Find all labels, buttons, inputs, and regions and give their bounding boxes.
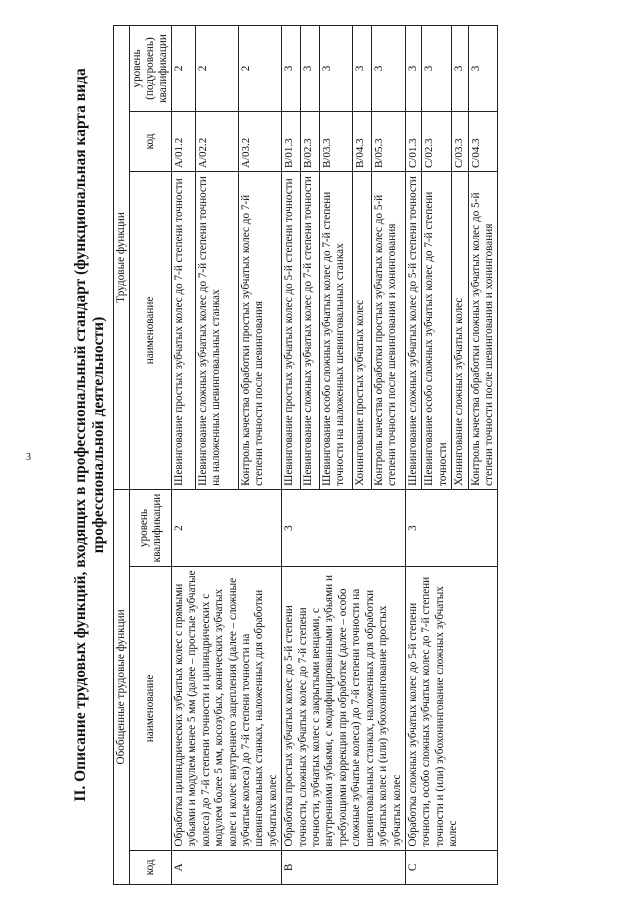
function-name: Контроль качества обработки простых зубчатых колес до 5-й степени точности после шевингования и хонингования — [371, 172, 405, 490]
function-code: C/04.3 — [468, 111, 498, 171]
section-title-line2: профессиональной деятельности) — [90, 316, 107, 554]
function-name: Шевингование простых зубчатых колес до 5-й степени точности — [282, 172, 301, 490]
header-code2: код — [130, 111, 172, 171]
function-name: Шевингование сложных зубчатых колес до 7-й степени точности — [300, 172, 319, 490]
function-code: B/01.3 — [282, 111, 301, 171]
group-level: 3 — [282, 489, 406, 566]
group-code: B — [282, 850, 406, 884]
header-name: наименование — [130, 567, 172, 850]
function-level: 3 — [371, 26, 405, 112]
header-code: код — [130, 850, 172, 884]
function-name: Контроль качества обработки сложных зубчатых колес до 5-й степени точности после шевингования и хонингования — [468, 172, 498, 490]
function-level: 3 — [452, 26, 468, 112]
function-code: A/02.2 — [195, 111, 238, 171]
function-code: C/03.3 — [452, 111, 468, 171]
table-row — [282, 26, 301, 885]
function-name: Хонингование сложных зубчатых колес — [452, 172, 468, 490]
function-level: 2 — [239, 26, 282, 112]
function-name: Шевингование сложных зубчатых колес до 7-й степени точности на наложенных шевинговальных станках — [195, 172, 238, 490]
function-code: C/02.3 — [422, 111, 452, 171]
table-subheader-row — [130, 26, 172, 885]
function-level: 3 — [300, 26, 319, 112]
group-level: 3 — [405, 489, 497, 566]
function-name: Шевингование особо сложных зубчатых колес до 7-й степени точности на наложенных шевинговальных станках — [319, 172, 353, 490]
function-level: 2 — [195, 26, 238, 112]
header-name2: наименование — [130, 172, 172, 490]
function-code: C/01.3 — [405, 111, 421, 171]
page-number: 3 — [26, 452, 31, 463]
function-code: B/04.3 — [353, 111, 372, 171]
group-level: 2 — [172, 489, 282, 566]
group-name: Обработка сложных зубчатых колес до 5-й степени точности, особо сложных зубчатых колес до 7-й степени точности и (или) зубохонингование сложных зубчатых колес — [405, 567, 497, 850]
header-generalized: Обобщенные трудовые функции — [114, 489, 130, 884]
function-level: 3 — [353, 26, 372, 112]
function-level: 3 — [468, 26, 498, 112]
group-name: Обработка простых зубчатых колес до 5-й степени точности, сложных зубчатых колес до 7-й степени точности, зубчатых колес с закрытыми венцами, с внутренними зубьями, с модифицированными зубьями и требующими коррекции при обработке (далее – особо сложные зубчатые колеса) до 7-й степени точности на шевинговальных станках, наложенных для обработки зубчатых колес и (или) зубохонингование простых зубчатых колес — [282, 567, 406, 850]
function-level: 3 — [405, 26, 421, 112]
group-name: Обработка цилиндрических зубчатых колес с прямыми зубьями и модулем менее 5 мм (далее – простые зубчатые колеса) до 7-й степени точности и цилиндрических с модулем более 5 мм, косозубых, конических зубчатых колес и колес внутреннего зацепления (далее – сложные зубчатые колеса) до 7-й степени точности на шевинговальных станках, наложенных для обработки зубчатых колес — [172, 567, 282, 850]
header-labor-functions: Трудовые функции — [114, 26, 130, 490]
group-code: C — [405, 850, 497, 884]
function-code: B/02.3 — [300, 111, 319, 171]
function-name: Шевингование особо сложных зубчатых колес до 7-й степени точности — [422, 172, 452, 490]
function-level: 3 — [422, 26, 452, 112]
function-code: B/03.3 — [319, 111, 353, 171]
function-name: Контроль качества обработки простых зубчатых колес до 7-й степени точности после шевингования — [239, 172, 282, 490]
function-name: Хонингование простых зубчатых колес — [353, 172, 372, 490]
function-map-table — [113, 25, 498, 885]
header-sublevel: уровень (подуровень) квалификации — [130, 26, 172, 112]
function-level: 3 — [319, 26, 353, 112]
function-level: 2 — [172, 26, 196, 112]
function-code: A/01.2 — [172, 111, 196, 171]
function-name: Шевингование простых зубчатых колес до 7-й степени точности — [172, 172, 196, 490]
function-level: 3 — [282, 26, 301, 112]
function-code: B/05.3 — [371, 111, 405, 171]
table-header-row — [114, 26, 130, 885]
group-code: A — [172, 850, 282, 884]
function-name: Шевингование сложных зубчатых колес до 5-й степени точности — [405, 172, 421, 490]
section-title-line1: II. Описание трудовых функций, входящих в профессиональный стандарт (функциональная карта вида — [72, 68, 89, 802]
table-row — [405, 26, 421, 885]
header-qual-level: уровень квалификации — [130, 489, 172, 566]
table-row — [172, 26, 196, 885]
function-code: A/03.2 — [239, 111, 282, 171]
